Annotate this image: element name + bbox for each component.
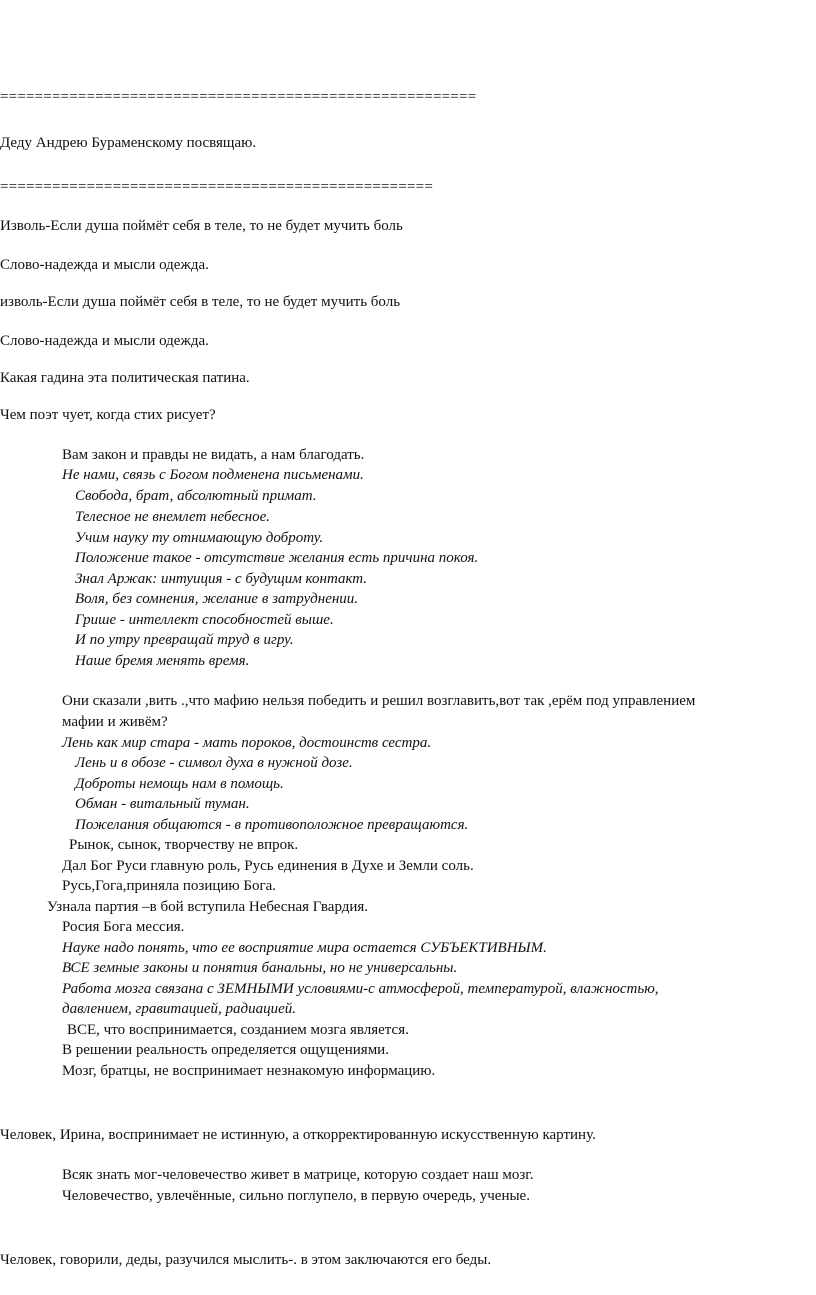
dedication-line: Деду Андрею Бураменскому посвящаю. (0, 135, 257, 151)
stanza2-line: давлением, гравитацией, радиацией. (62, 1001, 297, 1017)
intro-line: Слово-надежда и мысли одежда. (0, 333, 209, 349)
stanza1-line: Наше бремя менять время. (75, 653, 250, 669)
paragraph-last: Человек, говорили, деды, разучился мыслить-. в этом заключаются его беды. (0, 1252, 492, 1268)
stanza1-line: Знал Аржак: интуиция - с будущим контакт. (75, 571, 368, 587)
stanza2-line: Пожелания общаются - в противоположное превращаются. (75, 817, 469, 833)
intro-line: Какая гадина эта политическая патина. (0, 370, 250, 386)
stanza2-line: Лень и в обозе - символ духа в нужной дозе. (75, 755, 353, 771)
intro-line: Изволь-Если душа поймёт себя в теле, то не будет мучить боль (0, 218, 403, 234)
paragraph-irina: Человек, Ирина, воспринимает не истинную, а откорректированную искусственную картину. (0, 1127, 596, 1143)
stanza3-line: Человечество, увлечённые, сильно поглупело, в первую очередь, ученые. (62, 1188, 530, 1204)
stanza2-line: Работа мозга связана с ЗЕМНЫМИ условиями-с атмосферой, температурой, влажностью, (62, 981, 659, 997)
stanza2-line: Лень как мир стара - мать пороков, достоинств сестра. (62, 735, 432, 751)
stanza2-line: Росия Бога мессия. (62, 919, 185, 935)
stanza1-line: Учим науку ту отнимающую доброту. (75, 530, 324, 546)
stanza2-line: Мозг, братцы, не воспринимает незнакомую информацию. (62, 1063, 436, 1079)
stanza1-line: Вам закон и правды не видать, а нам благодать. (62, 447, 365, 463)
separator-line-bottom: ================================================== (0, 179, 433, 195)
stanza2-line: ВСЕ, что воспринимается, созданием мозга является. (67, 1022, 409, 1038)
stanza2-line: Они сказали ,вить .,что мафию нельзя победить и решил возглавить,вот так ,ерём под управлением (62, 693, 696, 709)
stanza1-line: Воля, без сомнения, желание в затруднении. (75, 591, 359, 607)
stanza1-line: Свобода, брат, абсолютный примат. (75, 488, 317, 504)
stanza2-line: Науке надо понять, что ее восприятие мира остается СУБЪЕКТИВНЫМ. (62, 940, 547, 956)
stanza1-line: Телесное не внемлет небесное. (75, 509, 270, 525)
stanza1-line: Грише - интеллект способностей выше. (75, 612, 334, 628)
stanza2-line: Рынок, сынок, творчеству не впрок. (69, 837, 299, 853)
stanza2-line: Русь,Гога,приняла позицию Бога. (62, 878, 277, 894)
stanza2-line: Узнала партия –в бой вступила Небесная Гвардия. (47, 899, 369, 915)
stanza2-line: В решении реальность определяется ощущениями. (62, 1042, 389, 1058)
intro-line: Чем поэт чует, когда стих рисует? (0, 407, 216, 423)
stanza2-line: Доброты немощь нам в помощь. (75, 776, 284, 792)
stanza1-line: И по утру превращай труд в игру. (75, 632, 294, 648)
stanza3-line: Всяк знать мог-человечество живет в матрице, которую создает наш мозг. (62, 1167, 534, 1183)
stanza2-line: Обман - витальный туман. (75, 796, 250, 812)
intro-line: Слово-надежда и мысли одежда. (0, 257, 209, 273)
stanza2-line: ВСЕ земные законы и понятия банальны, но не универсальны. (62, 960, 458, 976)
stanza2-line: Дал Бог Руси главную роль, Русь единения в Духе и Земли соль. (62, 858, 474, 874)
stanza2-line: мафии и живём? (62, 714, 168, 730)
intro-line: изволь-Если душа поймёт себя в теле, то не будет мучить боль (0, 294, 401, 310)
stanza1-line: Положение такое - отсутствие желания есть причина покоя. (75, 550, 479, 566)
stanza1-line: Не нами, связь с Богом подменена письменами. (62, 467, 364, 483)
separator-line-top: ======================================================= (0, 89, 477, 105)
